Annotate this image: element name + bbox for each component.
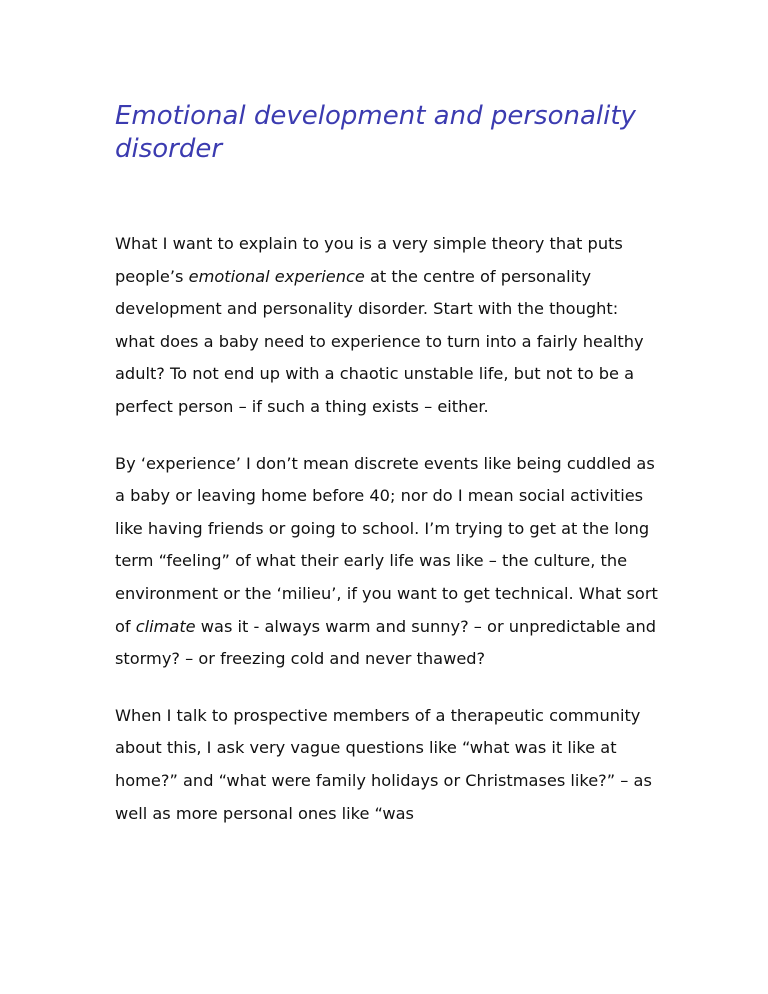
paragraph-text: When I talk to prospective members of a therapeutic community about this, I ask very vague questions like “what was it like at home?” and “what were family holidays or Christmases like?” – as well as more personal ones like “was	[115, 705, 652, 823]
paragraph-text: By ‘experience’ I don’t mean discrete events like being cuddled as a baby or leaving home before 40; nor do I mean social activities like having friends or going to school. I’m trying to get at the long term “feeling” of what their early life was like – the culture, the environment or the ‘milieu’, if you want to get technical. What sort of	[115, 453, 658, 636]
paragraph-text: What I want to explain to you is a very simple theory that puts people’s	[115, 234, 623, 286]
paragraph-3	[115, 700, 660, 830]
document-title: Emotional development and personality disorder	[115, 101, 636, 164]
paragraph-1	[115, 228, 660, 424]
paragraph-text: at the centre of personality development and personality disorder. Start with the thought: what does a baby need to experience to turn into a fairly healthy adult? To not end up with a chaotic unstable life, but not to be a perfect person – if such a thing exists – either.	[115, 266, 644, 416]
paragraph-emphasis: climate	[135, 616, 196, 636]
document-page	[115, 100, 660, 854]
paragraph-emphasis: emotional experience	[188, 266, 365, 286]
paragraph-2	[115, 448, 660, 676]
paragraph-text: was it - always warm and sunny? – or unpredictable and stormy? – or freezing cold and never thawed?	[115, 616, 657, 669]
